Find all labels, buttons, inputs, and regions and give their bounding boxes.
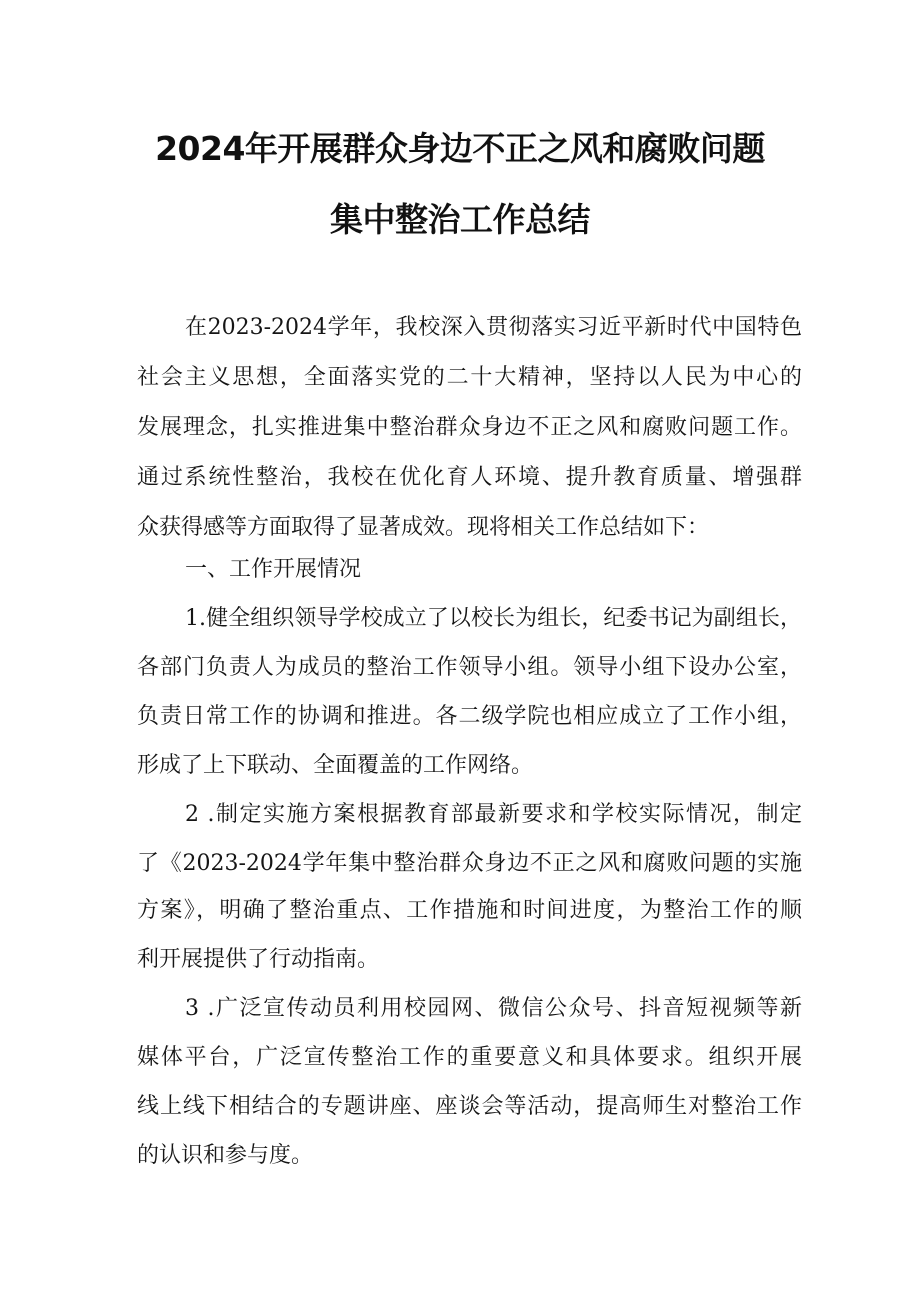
document-title-line-2: 集中整治工作总结 — [330, 200, 590, 239]
intro-paragraph-line: 在2023-2024学年，我校深入贯彻落实习近平新时代中国特色 — [185, 315, 802, 340]
item-1-paragraph-line: 形成了上下联动、全面覆盖的工作网络。 — [137, 753, 534, 778]
section-heading: 一、工作开展情况 — [185, 557, 362, 582]
item-1-paragraph-line: 1.健全组织领导学校成立了以校长为组长，纪委书记为副组长， — [185, 606, 802, 631]
item-3-paragraph-line: 的认识和参与度。 — [137, 1143, 314, 1168]
item-2-paragraph-line: 方案》，明确了整治重点、工作措施和时间进度，为整治工作的顺 — [137, 898, 802, 923]
item-3-paragraph-line: 线上线下相结合的专题讲座、座谈会等活动，提高师生对整治工作 — [137, 1094, 802, 1119]
intro-paragraph-line: 发展理念，扎实推进集中整治群众身边不正之风和腐败问题工作。 — [137, 415, 802, 440]
intro-paragraph-line: 众获得感等方面取得了显著成效。现将相关工作总结如下： — [137, 515, 710, 540]
item-3-paragraph-line: 3 .广泛宣传动员利用校园网、微信公众号、抖音短视频等新 — [185, 996, 802, 1021]
item-2-paragraph-line: 2 .制定实施方案根据教育部最新要求和学校实际情况，制定 — [185, 802, 802, 827]
item-1-paragraph-line: 负责日常工作的协调和推进。各二级学院也相应成立了工作小组， — [137, 704, 802, 729]
intro-paragraph-line: 通过系统性整治，我校在优化育人环境、提升教育质量、增强群 — [137, 465, 802, 490]
document-title-line-1: 2024年开展群众身边不正之风和腐败问题 — [155, 129, 765, 168]
item-2-paragraph-line: 利开展提供了行动指南。 — [137, 947, 380, 972]
intro-paragraph-line: 社会主义思想，全面落实党的二十大精神，坚持以人民为中心的 — [137, 365, 802, 390]
item-2-paragraph-line: 了《2023-2024学年集中整治群众身边不正之风和腐败问题的实施 — [137, 851, 802, 876]
item-1-paragraph-line: 各部门负责人为成员的整治工作领导小组。领导小组下设办公室， — [137, 655, 802, 680]
item-3-paragraph-line: 媒体平台，广泛宣传整治工作的重要意义和具体要求。组织开展 — [137, 1045, 802, 1070]
